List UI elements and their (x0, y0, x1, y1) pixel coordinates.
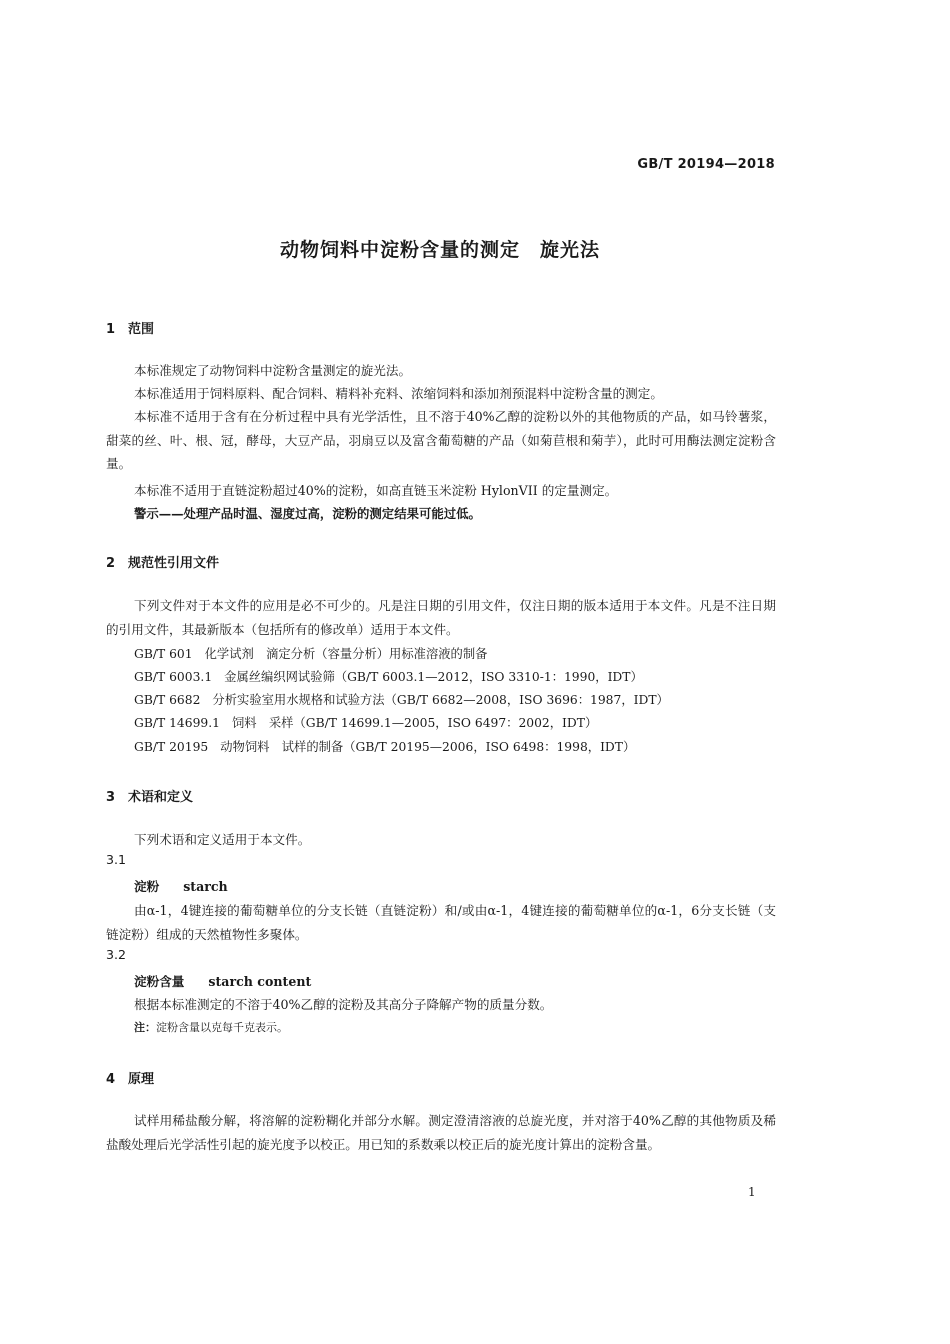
note (134, 1019, 288, 1035)
section-number: 1 (106, 322, 116, 337)
term-en: starch content (208, 974, 312, 989)
subclause-number: 3.1 (106, 852, 127, 867)
section-number: 2 (106, 556, 116, 571)
terms-intro: 下列术语和定义适用于本文件。 (134, 832, 311, 847)
section-number: 4 (106, 1072, 116, 1087)
warning-text: 警示——处理产品时温、湿度过高，淀粉的测定结果可能过低。 (134, 506, 481, 521)
reference-title: 分析实验室用水规格和试验方法（GB/T 6682—2008，ISO 3696：1987，IDT） (212, 693, 669, 707)
section-title: 范围 (128, 322, 155, 337)
note-label: 注： (134, 1021, 156, 1034)
section-title: 规范性引用文件 (128, 556, 220, 571)
page-number: 1 (748, 1185, 756, 1199)
reference-code: GB/T 20195 (134, 740, 209, 754)
term-zh: 淀粉含量 (134, 974, 185, 989)
term-zh: 淀粉 (134, 879, 160, 894)
term-heading (134, 876, 228, 895)
term-definition: 根据本标准测定的不溶于40%乙醇的淀粉及其高分子降解产物的质量分数。 (134, 997, 553, 1012)
reference-item (134, 667, 643, 685)
reference-title: 金属丝编织网试验筛（GB/T 6003.1—2012，ISO 3310-1：1990，IDT） (224, 670, 643, 684)
reference-item (134, 644, 487, 662)
section-title: 原理 (128, 1072, 155, 1087)
section-4-heading (106, 1068, 154, 1087)
principle-paragraph: 试样用稀盐酸分解，将溶解的淀粉糊化并部分水解。测定澄清溶液的总旋光度，并对溶于40%乙醇的其他物质及稀盐酸处理后光学活性引起的旋光度予以校正。用已知的系数乘以校正后的旋光度计算出的淀粉含量。 (106, 1113, 776, 1152)
note-text: 淀粉含量以克每千克表示。 (156, 1021, 288, 1034)
reference-title: 化学试剂 滴定分析（容量分析）用标准溶液的制备 (204, 647, 488, 661)
document-title: 动物饲料中淀粉含量的测定 旋光法 (279, 239, 600, 261)
term-definition: 由α-1，4键连接的葡萄糖单位的分支长链（直链淀粉）和/或由α-1，4键连接的葡萄糖单位的α-1，6分支长链（支链淀粉）组成的天然植物性多聚体。 (106, 903, 776, 942)
reference-item (134, 690, 669, 708)
reference-code: GB/T 601 (134, 647, 193, 661)
standard-number: GB/T 20194—2018 (637, 157, 775, 172)
reference-code: GB/T 6682 (134, 693, 201, 707)
section-2-heading (106, 552, 219, 571)
scope-paragraph-3: 本标准不适用于含有在分析过程中具有光学活性，且不溶于40%乙醇的淀粉以外的其他物质的产品，如马铃薯浆，甜菜的丝、叶、根、冠，酵母，大豆产品，羽扇豆以及富含葡萄糖的产品（如菊苣根和菊芋），此时可用酶法测定淀粉含量。 (106, 409, 776, 471)
reference-item (134, 737, 635, 755)
reference-code: GB/T 14699.1 (134, 716, 220, 730)
reference-title: 饲料 采样（GB/T 14699.1—2005，ISO 6497：2002，IDT） (231, 716, 598, 730)
term-heading (134, 971, 311, 990)
section-title: 术语和定义 (128, 790, 194, 805)
scope-paragraph-4: 本标准不适用于直链淀粉超过40%的淀粉，如高直链玉米淀粉 HylonVII 的定量测定。 (134, 483, 618, 498)
scope-paragraph-1: 本标准规定了动物饲料中淀粉含量测定的旋光法。 (134, 363, 412, 378)
reference-title: 动物饲料 试样的制备（GB/T 20195—2006，ISO 6498：1998，IDT） (220, 740, 636, 754)
section-1-heading (106, 318, 154, 337)
scope-paragraph-2: 本标准适用于饲料原料、配合饲料、精料补充料、浓缩饲料和添加剂预混料中淀粉含量的测定。 (134, 386, 663, 401)
references-intro: 下列文件对于本文件的应用是必不可少的。凡是注日期的引用文件，仅注日期的版本适用于本文件。凡是不注日期的引用文件，其最新版本（包括所有的修改单）适用于本文件。 (106, 598, 776, 637)
subclause-number: 3.2 (106, 947, 127, 962)
term-en: starch (183, 879, 228, 894)
section-3-heading (106, 786, 193, 805)
section-number: 3 (106, 790, 116, 805)
reference-item (134, 713, 597, 731)
reference-code: GB/T 6003.1 (134, 670, 213, 684)
